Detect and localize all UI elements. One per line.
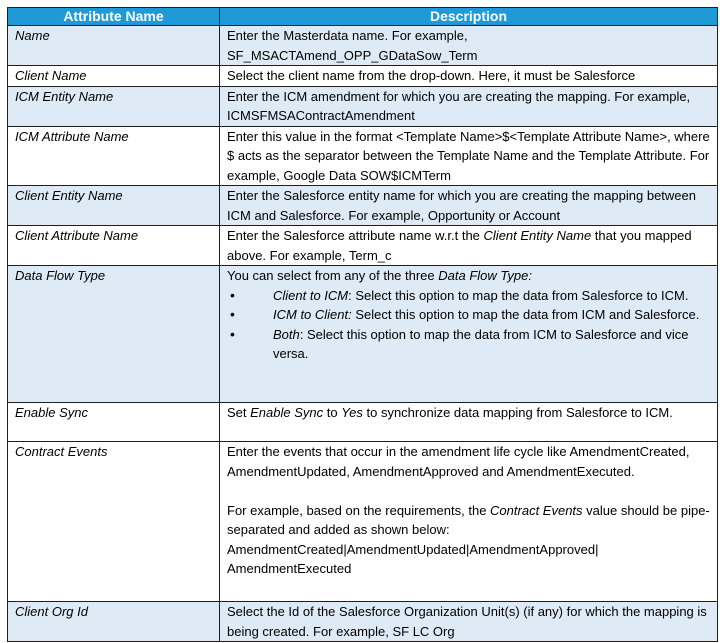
attribute-name-cell: Enable Sync	[8, 403, 220, 442]
attribute-name-cell: Contract Events	[8, 442, 220, 602]
list-item: • Client to ICM: Select this option to map the data from Salesforce to ICM.	[227, 286, 711, 306]
table-row	[8, 126, 718, 186]
table-row	[8, 602, 718, 642]
header-description: Description	[220, 8, 718, 26]
header-row	[8, 8, 718, 26]
header-attribute-name: Attribute Name	[8, 8, 220, 26]
description-cell: Enter the ICM amendment for which you are creating the mapping. For example, ICMSFMSAContractAmendment	[220, 86, 718, 126]
attribute-table	[7, 7, 718, 642]
table-row	[8, 226, 718, 266]
description-cell: Enter the Salesforce entity name for which you are creating the mapping between ICM and Salesforce. For example, Opportunity or Account	[220, 186, 718, 226]
table-row	[8, 186, 718, 226]
attribute-name-cell: Name	[8, 26, 220, 66]
attribute-name-cell: Client Org Id	[8, 602, 220, 642]
description-cell: Select the Id of the Salesforce Organization Unit(s) (if any) for which the mapping is being created. For example, SF LC Org	[220, 602, 718, 642]
attribute-name-cell: ICM Entity Name	[8, 86, 220, 126]
attribute-name-cell: Client Name	[8, 66, 220, 87]
description-cell: Enter this value in the format <Template Name>$<Template Attribute Name>, where $ acts as the separator between the Template Name and the Template Attribute. For example, Google Data SOW$ICMTerm	[220, 126, 718, 186]
description-cell: Enter the Salesforce attribute name w.r.t the Client Entity Name that you mapped above. For example, Term_c	[220, 226, 718, 266]
attribute-name-cell: Data Flow Type	[8, 266, 220, 403]
table-row	[8, 403, 718, 442]
table-row	[8, 86, 718, 126]
description-cell: Select the client name from the drop-down. Here, it must be Salesforce	[220, 66, 718, 87]
description-cell: Set Enable Sync to Yes to synchronize data mapping from Salesforce to ICM.	[220, 403, 718, 442]
list-item: • ICM to Client: Select this option to map the data from ICM and Salesforce.	[227, 305, 711, 325]
attribute-name-cell: ICM Attribute Name	[8, 126, 220, 186]
table-row	[8, 442, 718, 602]
description-cell: You can select from any of the three Data Flow Type: • Client to ICM: Select this option to map the data from Salesforce to ICM. • ICM to Client: Select this option to map the data from ICM and Salesforce. • Both: Select this option to map the data from ICM to Salesforce and vice versa.	[220, 266, 718, 403]
description-cell: Enter the Masterdata name. For example, SF_MSACTAmend_OPP_GDataSow_Term	[220, 26, 718, 66]
attribute-name-cell: Client Attribute Name	[8, 226, 220, 266]
table-row	[8, 266, 718, 403]
data-flow-type-list	[227, 286, 711, 364]
attribute-name-cell: Client Entity Name	[8, 186, 220, 226]
list-item: • Both: Select this option to map the data from ICM to Salesforce and vice versa.	[227, 325, 711, 364]
table-row	[8, 66, 718, 87]
table-row	[8, 26, 718, 66]
description-cell: Enter the events that occur in the amendment life cycle like AmendmentCreated, AmendmentUpdated, AmendmentApproved and AmendmentExecuted. For example, based on the requirements, the Contract Events value should be pipe-separated and added as shown below: AmendmentCreated|AmendmentUpdated|AmendmentApproved| AmendmentExecuted	[220, 442, 718, 602]
